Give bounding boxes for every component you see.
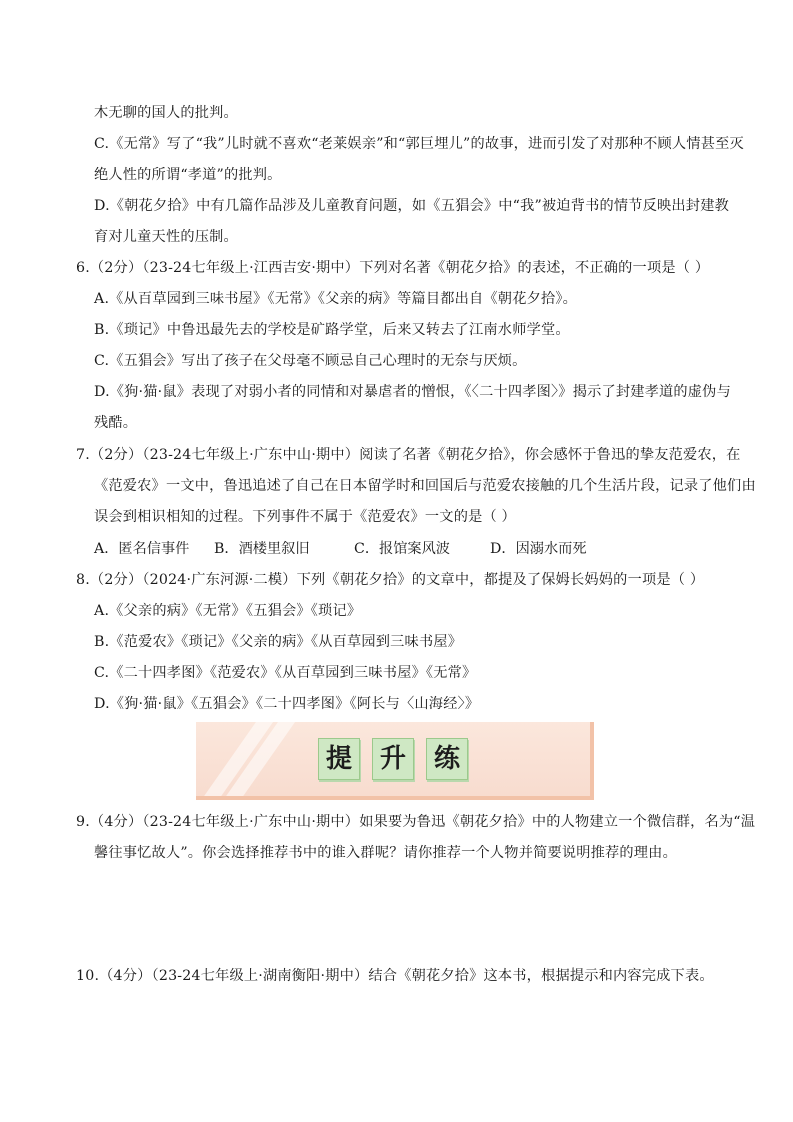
option-item: B．酒楼里叙旧 [214,541,310,557]
option-item: C．报馆案风波 [354,541,450,557]
text-line: 10.（4分）（23-24七年级上·湖南衡阳·期中）结合《朝花夕拾》这本书，根据提示和内容完成下表。 [76,968,714,984]
banner-title [196,738,590,780]
option-item: A．匿名信事件 [94,541,190,557]
text-line: C.《无常》写了“我”儿时就不喜欢“老莱娱亲”和“郭巨埋儿”的故事，进而引发了对那种不顾人情甚至灭 [94,136,744,152]
text-line: 绝人性的所谓“孝道”的批判。 [94,167,282,183]
text-line: C.《二十四孝图》《范爱农》《从百草园到三味书屋》《无常》 [94,665,477,681]
section-banner [196,722,594,800]
text-line: 6.（2分）（23-24七年级上·江西吉安·期中）下列对名著《朝花夕拾》的表述，不正确的一项是（ ） [76,260,710,276]
text-line: 8.（2分）（2024·广东河源·二模）下列《朝花夕拾》的文章中，都提及了保姆长妈妈的一项是（ ） [76,572,705,588]
text-line: 《范爱农》一文中，鲁迅追述了自己在日本留学时和回国后与范爱农接触的几个生活片段，记录了他们由 [94,478,756,494]
banner-char: 提 [318,738,360,780]
text-line: D.《狗·猫·鼠》《五猖会》《二十四孝图》《阿长与〈山海经〉》 [94,696,480,712]
text-line: 馨往事忆故人”。你会选择推荐书中的谁入群呢？请你推荐一个人物并简要说明推荐的理由。 [94,845,677,861]
text-line: B.《范爱农》《琐记》《父亲的病》《从百草园到三味书屋》 [94,634,463,650]
option-item: D．因溺水而死 [490,541,587,557]
text-line: B.《琐记》中鲁迅最先去的学校是矿路学堂，后来又转去了江南水师学堂。 [94,322,570,338]
banner-char: 升 [372,738,414,780]
banner-char: 练 [426,738,468,780]
text-line: 育对儿童天性的压制。 [94,229,238,245]
text-line: 残酷。 [94,415,138,431]
text-line: A.《从百草园到三味书屋》《无常》《父亲的病》等篇目都出自《朝花夕拾》。 [94,291,578,307]
text-line: A.《父亲的病》《无常》《五猖会》《琐记》 [94,603,362,619]
text-line: 误会到相识相知的过程。下列事件不属于《范爱农》一文的是（ ） [94,509,516,525]
text-line: 9.（4分）（23-24七年级上·广东中山·期中）如果要为鲁迅《朝花夕拾》中的人物建立一个微信群，名为“温 [76,814,756,830]
text-line: C.《五猖会》写出了孩子在父母毫不顾忌自己心理时的无奈与厌烦。 [94,353,527,369]
text-line: D.《朝花夕拾》中有几篇作品涉及儿童教育问题，如《五猖会》中“我”被迫背书的情节反映出封建教 [94,198,729,214]
text-line: 木无聊的国人的批判。 [94,105,238,121]
text-line: 7.（2分）（23-24七年级上·广东中山·期中）阅读了名著《朝花夕拾》，你会感怀于鲁迅的挚友范爱农，在 [76,447,741,463]
text-line: D.《狗·猫·鼠》表现了对弱小者的同情和对暴虐者的憎恨，《〈二十四孝图〉》揭示了封建孝道的虚伪与 [94,384,731,400]
